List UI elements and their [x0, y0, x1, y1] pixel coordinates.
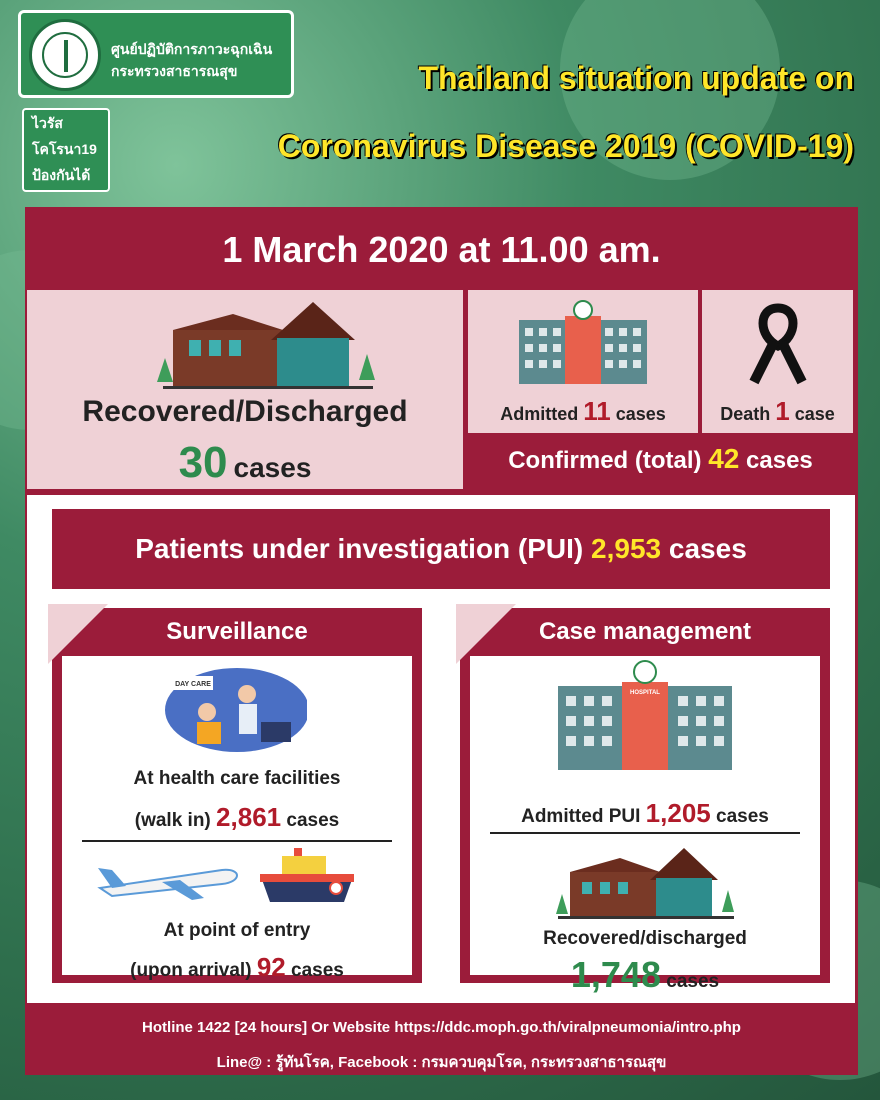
cm-recovered-label: Recovered/discharged	[543, 928, 747, 949]
case-management-card	[460, 608, 830, 995]
badge-line3: ป้องกันได้	[32, 167, 91, 183]
house-icon	[550, 842, 740, 922]
confirmed-label: Confirmed (total)	[508, 447, 702, 474]
pui-label: Patients under investigation (PUI)	[135, 533, 584, 564]
recovered-count	[27, 438, 463, 488]
social-contacts: Line@ : รู้ทันโรค, Facebook : กรมควบคุมโรค, กระทรวงสาธารณสุข	[216, 1054, 667, 1071]
recovered-panel	[27, 290, 463, 489]
report-date: 1 March 2020 at 11.00 am.	[222, 229, 661, 270]
hcf-stat	[62, 802, 412, 833]
cm-admitted-stat	[470, 798, 820, 829]
death-value: 1	[775, 396, 790, 426]
recovered-unit: cases	[233, 452, 312, 483]
plane-and-ship-icon	[92, 848, 362, 914]
death-panel	[702, 290, 853, 433]
confirmed-value: 42	[708, 443, 740, 474]
cm-recovered-unit: cases	[666, 971, 720, 992]
pui-banner	[52, 509, 830, 589]
cm-admitted-unit: cases	[716, 806, 769, 827]
hospital-icon	[513, 300, 653, 384]
surveillance-body	[62, 656, 412, 982]
hcf-label: At health care facilities	[133, 768, 341, 789]
day-care-sign: DAY CARE	[175, 681, 211, 688]
admitted-label: Admitted	[500, 404, 579, 424]
badge-line2: โคโรนา19	[32, 141, 97, 157]
hcf-prefix: (walk in)	[134, 810, 211, 831]
cm-admitted-label: Admitted PUI	[521, 806, 641, 827]
cm-admitted-value: 1,205	[645, 798, 711, 828]
ministry-logo-banner	[18, 10, 294, 98]
cm-recovered-stat	[470, 954, 820, 996]
poe-unit: cases	[291, 960, 344, 981]
recovered-label: Recovered/Discharged	[82, 395, 408, 428]
section-divider	[82, 840, 392, 842]
case-management-title: Case management	[538, 618, 752, 645]
poe-prefix: (upon arrival)	[130, 960, 252, 981]
title-line2: Coronavirus Disease 2019 (COVID-19)	[277, 128, 854, 164]
admitted-panel	[468, 290, 698, 433]
healthcare-visit-icon	[157, 664, 307, 752]
hospital-sign: HOSPITAL	[630, 690, 660, 696]
confirmed-total	[468, 443, 853, 475]
pui-unit: cases	[668, 533, 747, 564]
pui-value: 2,953	[591, 533, 662, 564]
org-name-line2: กระทรวงสาธารณสุข	[111, 63, 238, 79]
badge-line1: ไวรัส	[32, 115, 63, 131]
death-stat	[702, 396, 853, 427]
confirmed-unit: cases	[746, 447, 813, 474]
black-ribbon-icon	[748, 302, 808, 386]
hotline-website: Hotline 1422 [24 hours] Or Website https://ddc.moph.go.th/viralpneumonia/intro.php	[142, 1019, 741, 1036]
surveillance-title: Surveillance	[166, 618, 308, 645]
hospital-icon	[550, 660, 740, 770]
campaign-badge	[22, 108, 110, 192]
hcf-unit: cases	[286, 810, 340, 831]
section-divider	[490, 832, 800, 834]
title-line1: Thailand situation update on	[418, 60, 854, 96]
case-management-body	[470, 656, 820, 995]
poe-stat	[62, 952, 412, 983]
death-label: Death	[720, 404, 771, 424]
admitted-unit: cases	[615, 404, 666, 424]
main-panel	[25, 207, 858, 1075]
admitted-value: 11	[583, 396, 611, 426]
cm-recovered-value: 1,748	[570, 954, 661, 995]
recovered-value: 30	[178, 438, 228, 487]
surveillance-card	[52, 608, 422, 983]
org-name-line1: ศูนย์ปฏิบัติการภาวะฉุกเฉิน	[111, 41, 273, 57]
ministry-seal-icon	[29, 19, 101, 91]
death-unit: case	[794, 404, 835, 424]
pui-section	[27, 495, 855, 1003]
poe-label: At point of entry	[163, 920, 311, 941]
house-icon	[153, 294, 383, 394]
poe-value: 92	[256, 952, 286, 982]
admitted-stat	[468, 396, 698, 427]
hcf-value: 2,861	[216, 802, 282, 832]
